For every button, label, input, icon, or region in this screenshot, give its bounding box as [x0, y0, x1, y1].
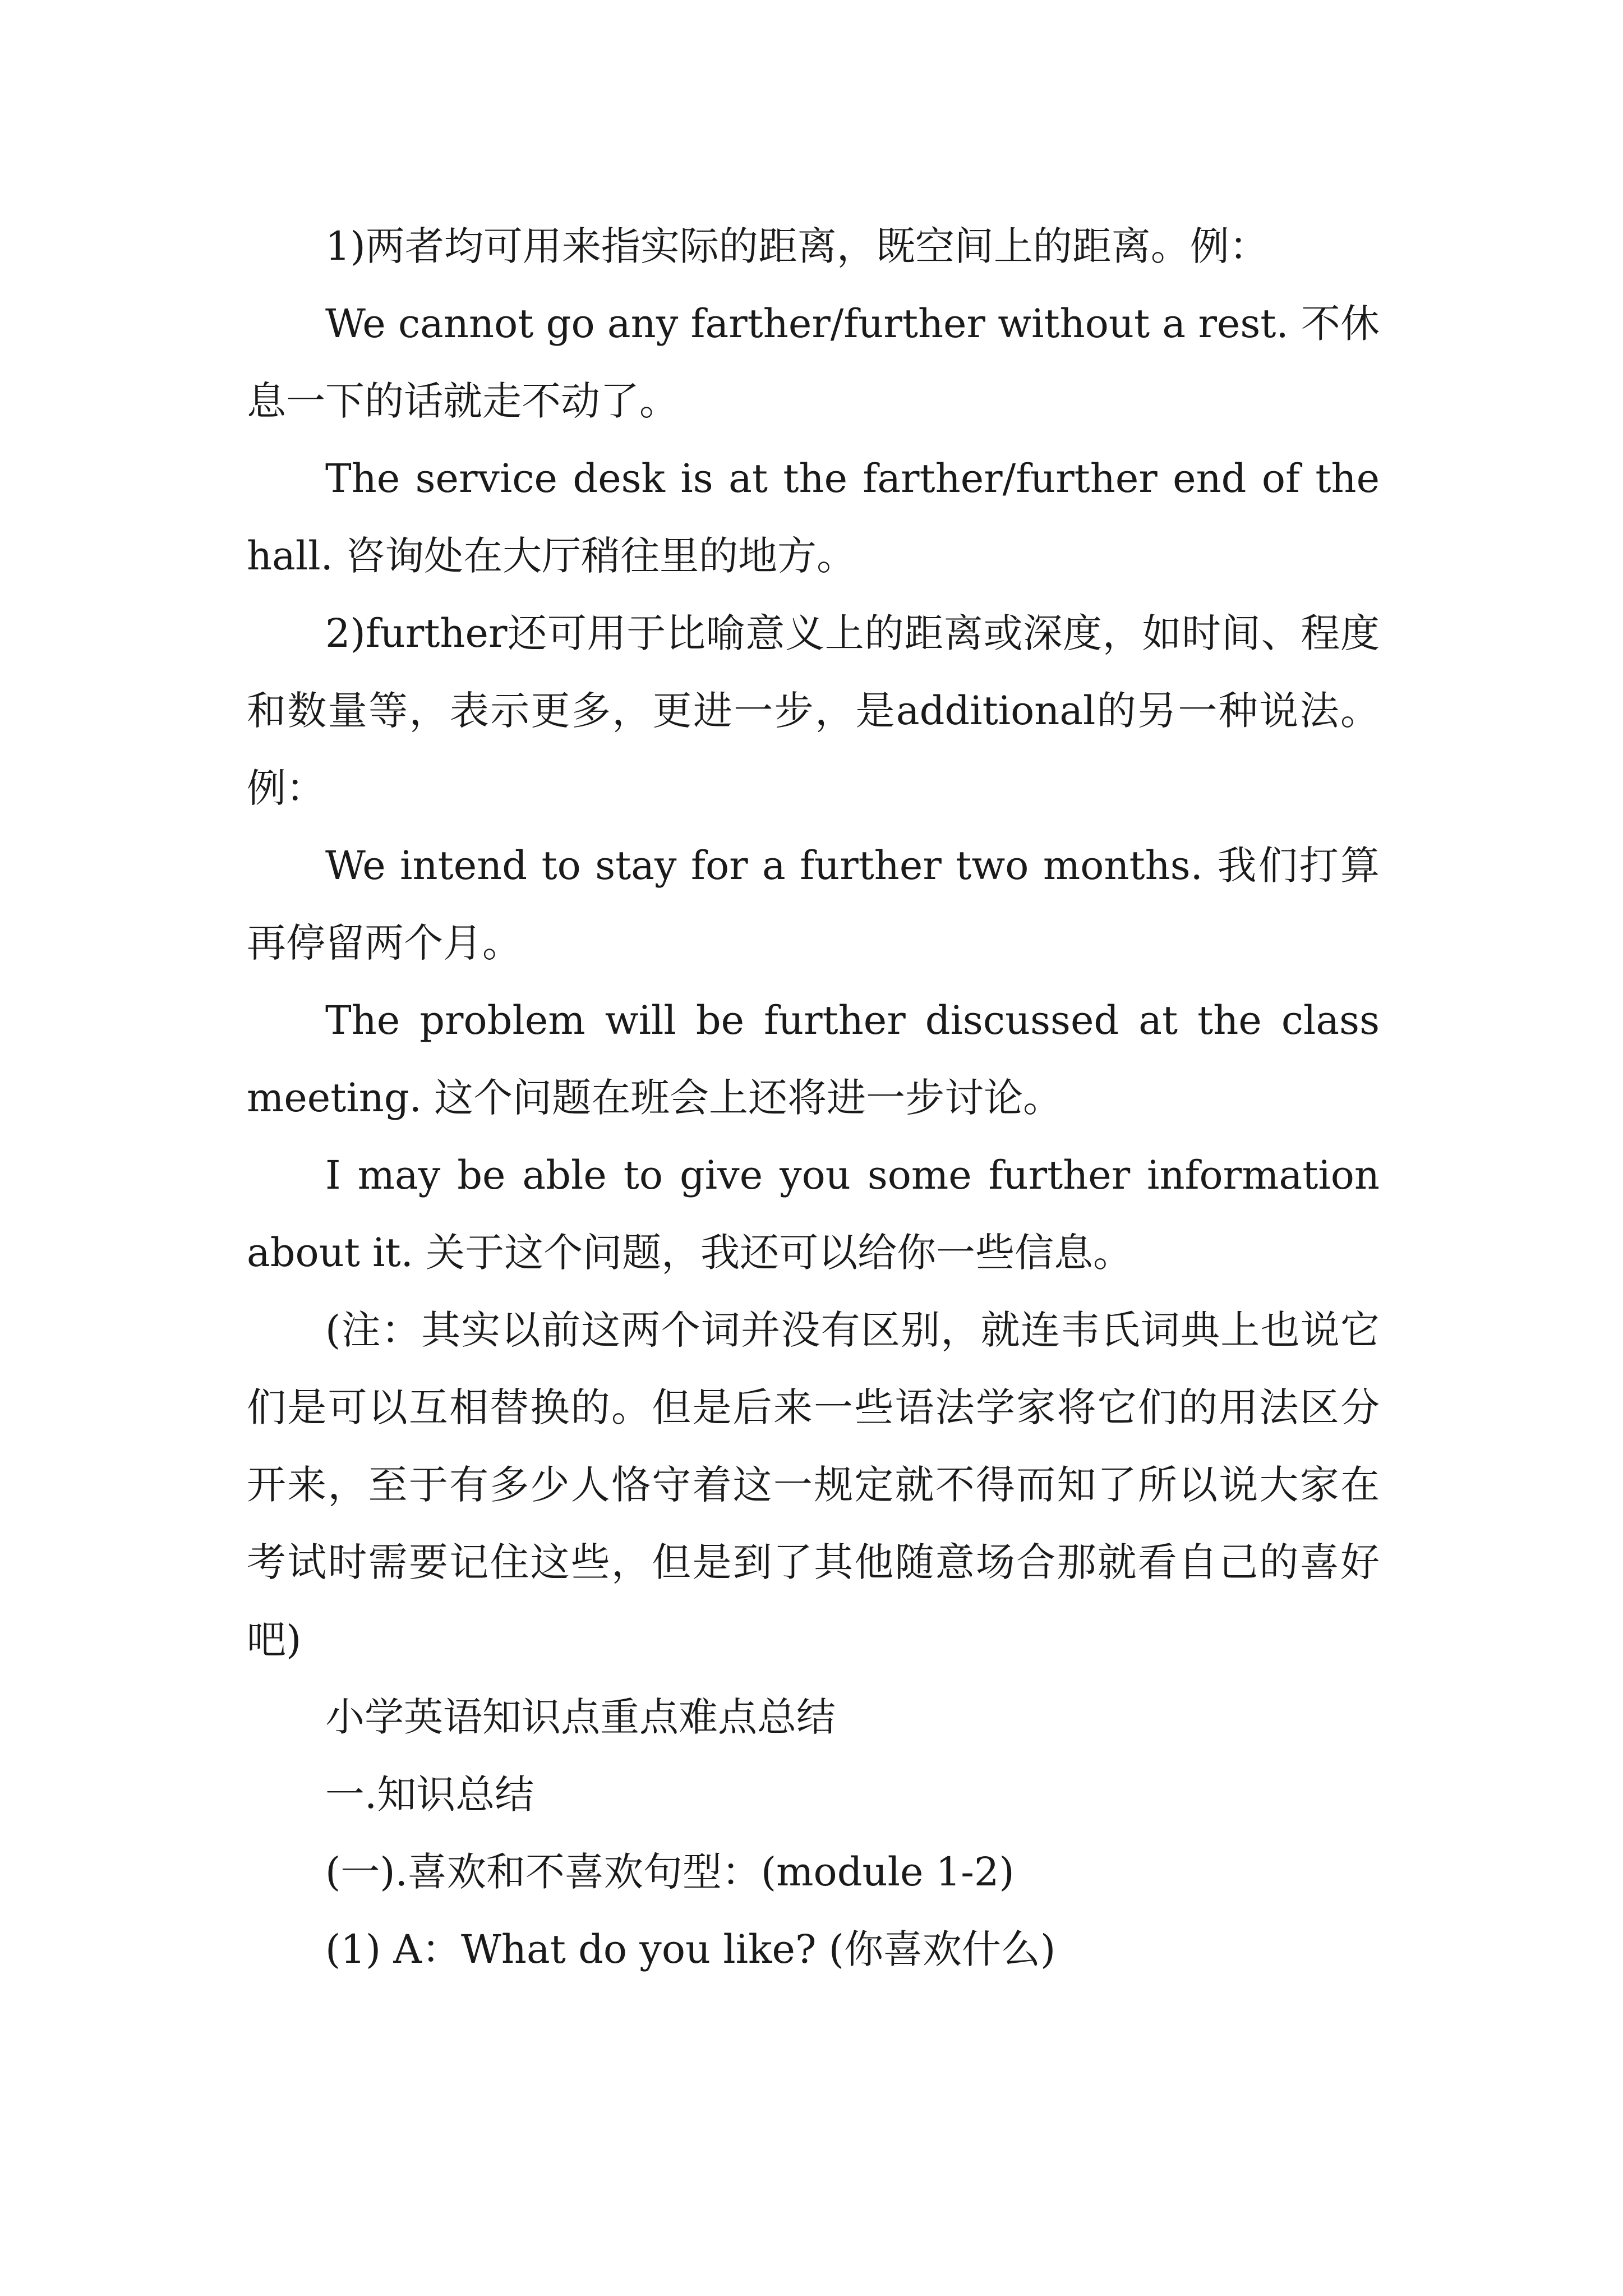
paragraph-distance-usage: 1)两者均可用来指实际的距离，既空间上的距离。例：	[325, 223, 1269, 269]
paragraph-example-two-months: We intend to stay for a further two months. 我们打算再停留两个月。	[247, 843, 1380, 966]
paragraph-example-rest: We cannot go any farther/further without a rest. 不休息一下的话就走不动了。	[247, 301, 1380, 424]
section-heading-summary: 小学英语知识点重点难点总结	[325, 1694, 836, 1740]
paragraph-further-figurative: 2)further还可用于比喻意义上的距离或深度，如时间、程度和数量等，表示更多，更进一步，是additional的另一种说法。例：	[247, 610, 1380, 811]
section-heading-knowledge: 一.知识总结	[325, 1772, 534, 1818]
document-body	[247, 208, 1380, 1988]
paragraph-example-information: I may be able to give you some further information about it. 关于这个问题，我还可以给你一些信息。	[247, 1152, 1380, 1276]
subsection-heading-likes: (一).喜欢和不喜欢句型：(module 1-2)	[325, 1849, 1015, 1895]
paragraph-example-service-desk: The service desk is at the farther/further end of the hall. 咨询处在大厅稍往里的地方。	[247, 455, 1380, 579]
paragraph-example-class-meeting: The problem will be further discussed at the class meeting. 这个问题在班会上还将进一步讨论。	[247, 997, 1380, 1121]
paragraph-what-do-you-like: (1) A：What do you like? (你喜欢什么)	[325, 1926, 1056, 1972]
paragraph-note: (注：其实以前这两个词并没有区别，就连韦氏词典上也说它们是可以互相替换的。但是后来一些语法学家将它们的用法区分开来，至于有多少人恪守着这一规定就不得而知了所以说大家在考试时需要记住这些，但是到了其他随意场合那就看自己的喜好吧)	[247, 1307, 1380, 1663]
